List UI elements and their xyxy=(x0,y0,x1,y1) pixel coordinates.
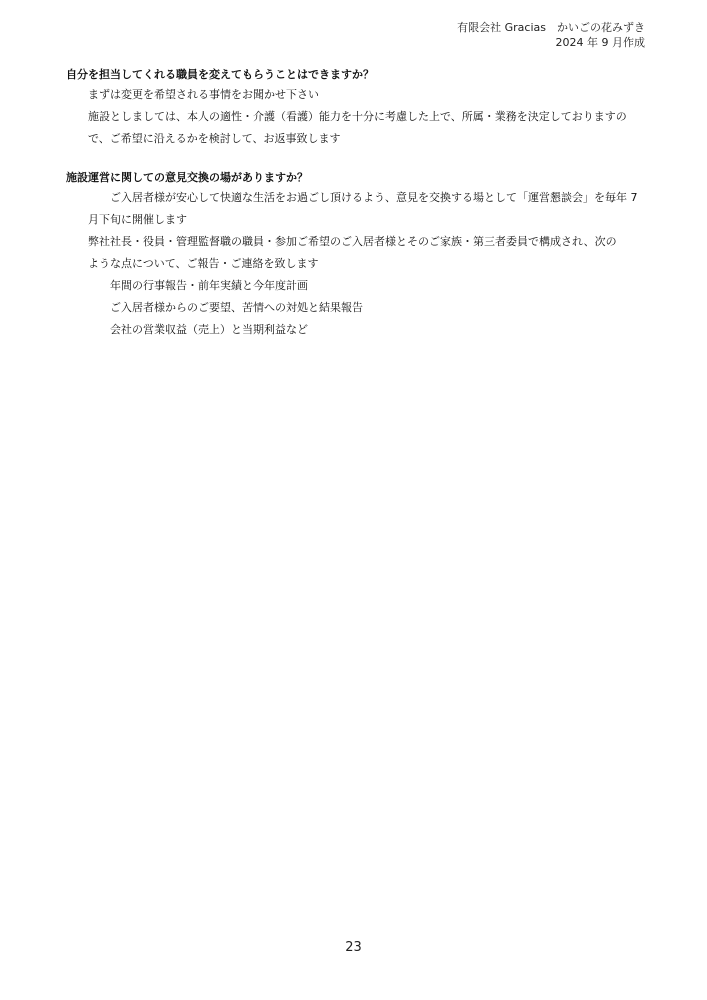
faq-question: 自分を担当してくれる職員を変えてもらうことはできますか？ xyxy=(66,68,374,81)
faq-answer-line: で、ご希望に沿えるかを検討して、お返事致します xyxy=(88,132,341,145)
list-item: ご入居者様からのご要望、苦情への対処と結果報告 xyxy=(110,301,363,314)
faq-answer-line: ご入居者様が安心して快適な生活をお過ごし頂けるよう、意見を交換する場として「運営懇談会」を毎年 7 xyxy=(110,191,638,204)
faq-section-opinion-exchange xyxy=(66,169,646,341)
faq-answer-line: ような点について、ご報告・ご連絡を致します xyxy=(88,257,319,270)
faq-section-staff-change xyxy=(66,66,646,150)
faq-answer-line: 弊社社長・役員・管理監督職の職員・参加ご希望のご入居者様とそのご家族・第三者委員で構成され、次の xyxy=(88,235,617,248)
faq-question: 施設運営に関しての意見交換の場がありますか？ xyxy=(66,171,308,184)
list-item: 年間の行事報告・前年実績と今年度計画 xyxy=(110,279,308,292)
faq-answer-line: 月下旬に開催します xyxy=(88,213,187,226)
document-header xyxy=(457,20,645,50)
company-name: 有限会社 Gracias かいごの花みずき xyxy=(457,21,645,34)
created-date: 2024 年 9 月作成 xyxy=(555,36,645,49)
list-item: 会社の営業収益（売上）と当期利益など xyxy=(110,323,308,336)
document-body xyxy=(66,66,646,341)
faq-answer-line: まずは変更を希望される事情をお聞かせ下さい xyxy=(88,88,319,101)
page-number: 23 xyxy=(345,940,362,955)
faq-answer-line: 施設としましては、本人の適性・介護（看護）能力を十分に考慮した上で、所属・業務を決定しておりますの xyxy=(88,110,627,123)
